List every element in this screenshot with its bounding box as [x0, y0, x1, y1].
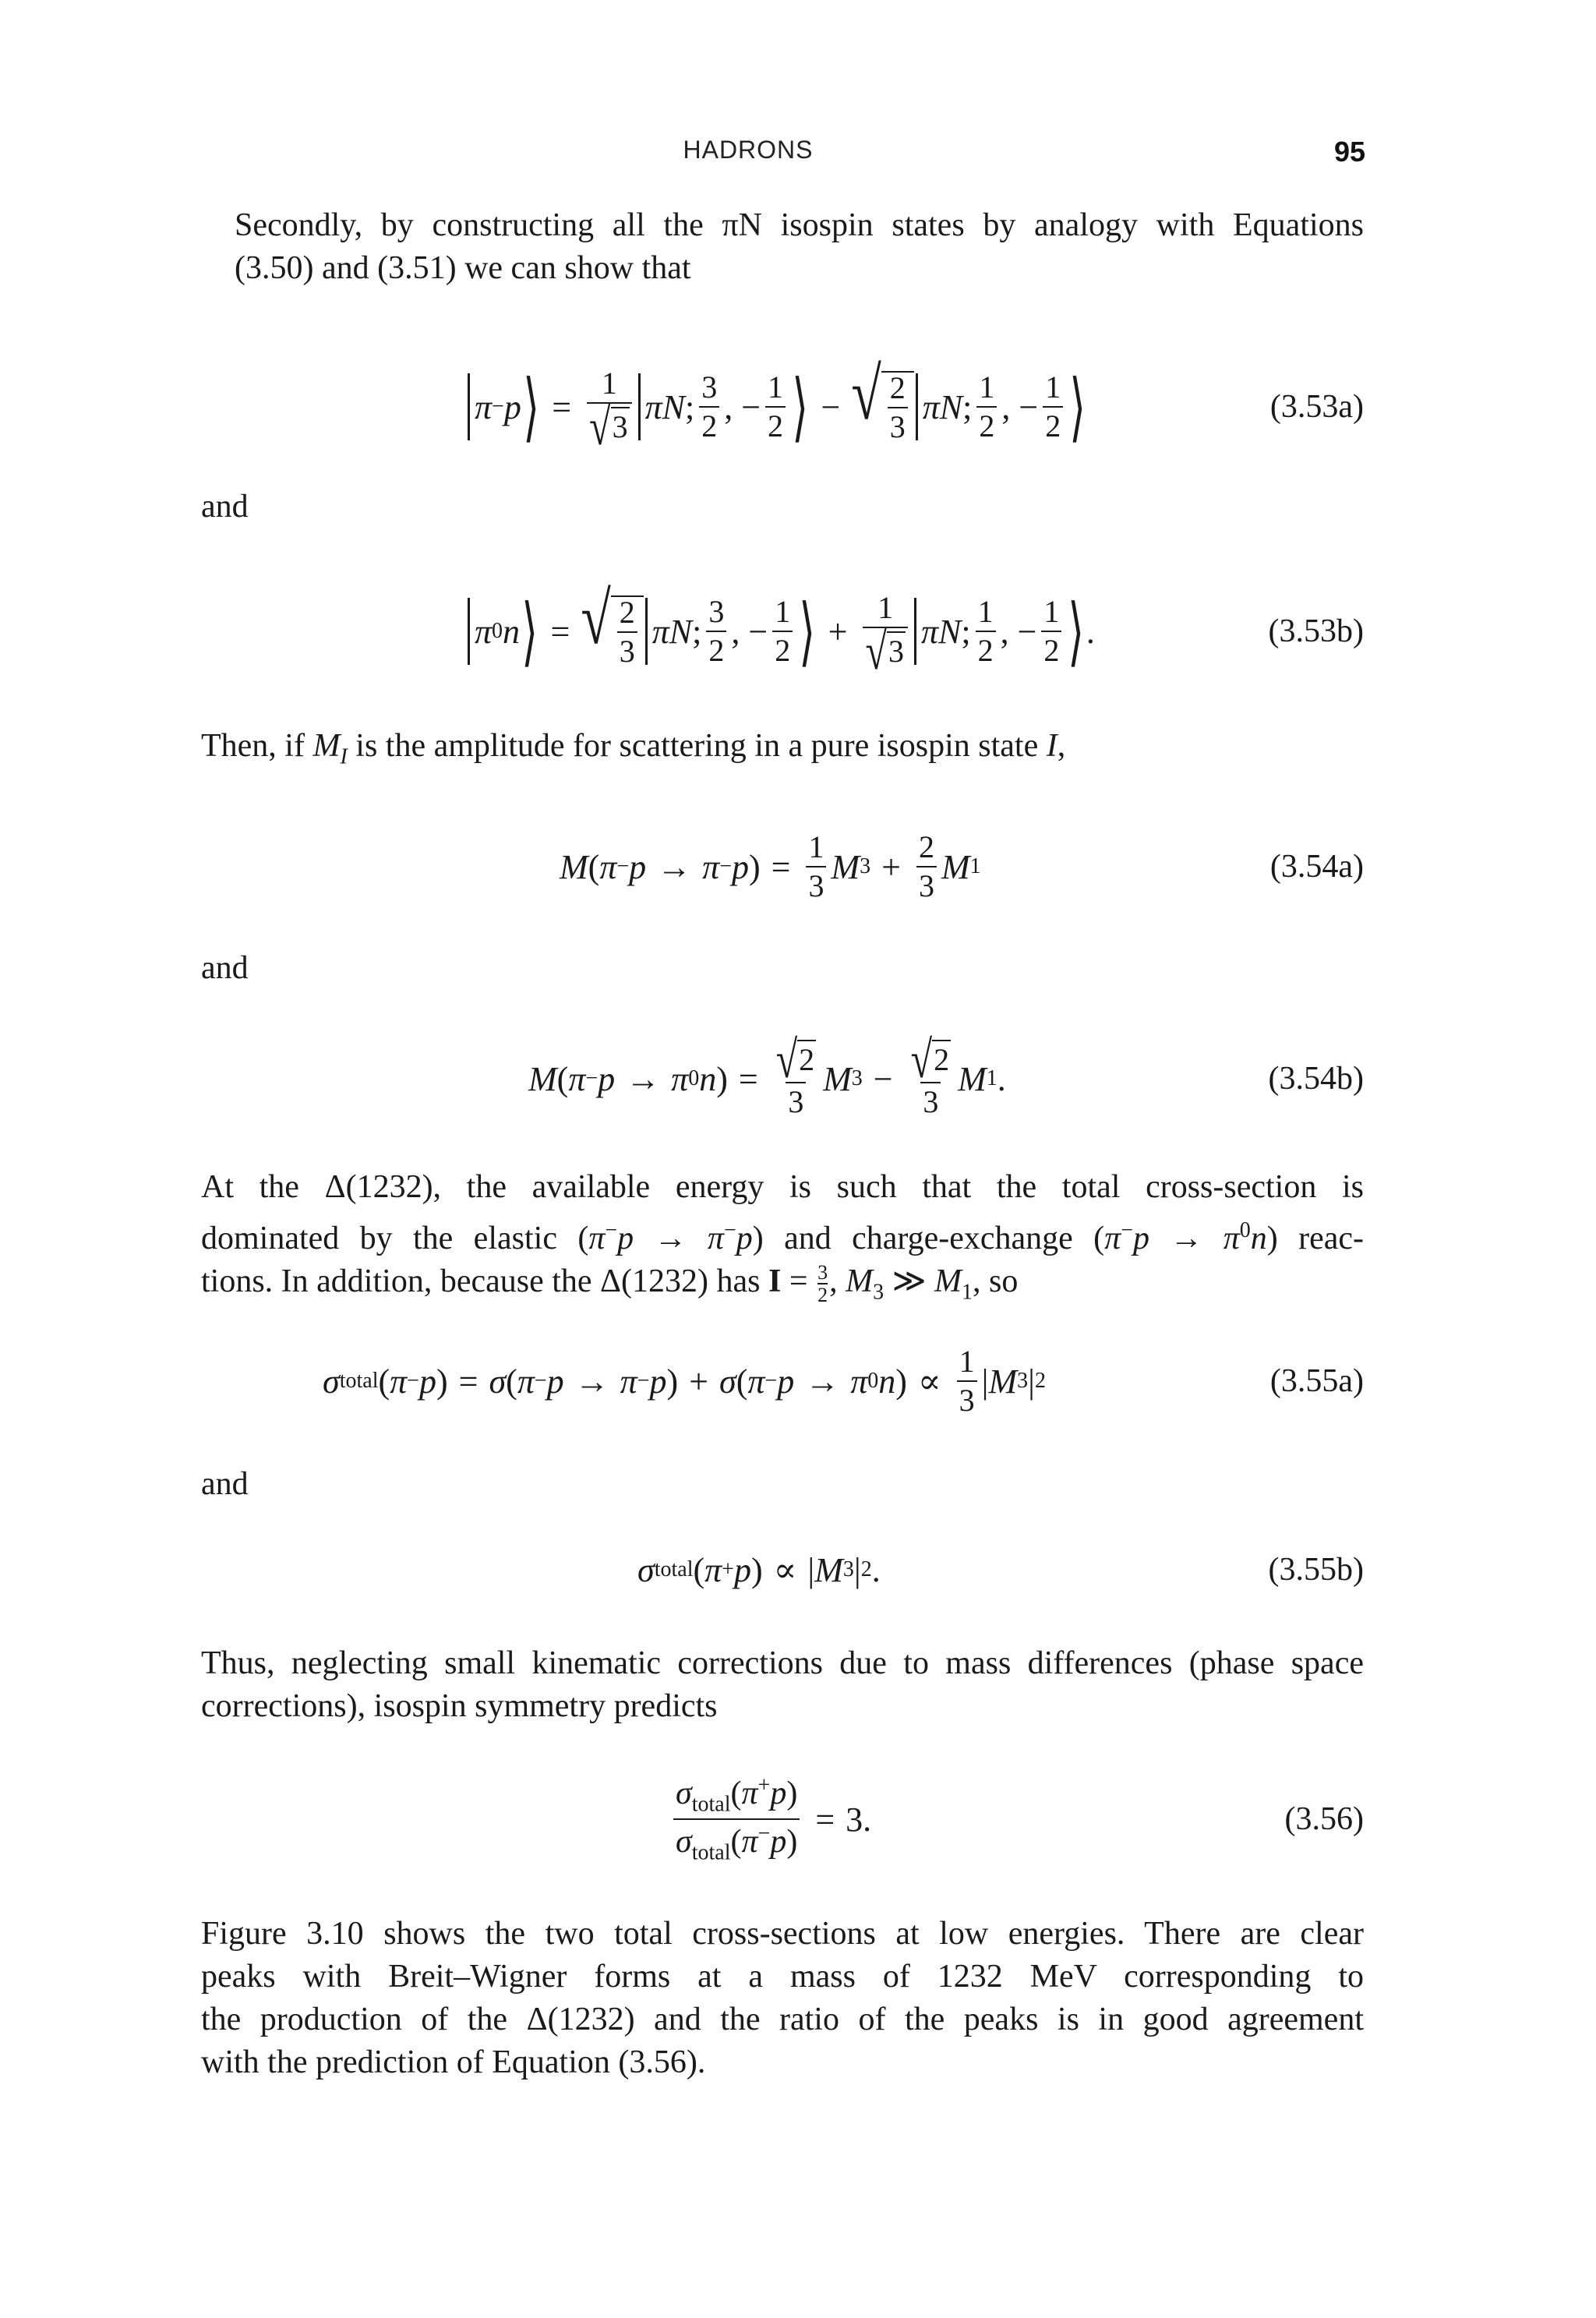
equation-3-55a	[201, 1327, 1364, 1436]
equation-3-53a-number: (3.53a)	[1269, 389, 1364, 425]
equation-3-55b-number: (3.55b)	[1268, 1552, 1364, 1588]
paragraph-2	[201, 725, 1364, 778]
paragraph-5-line-3: the production of the Δ(1232) and the ratio of the peaks is in good agreement	[201, 2002, 1364, 2037]
equation-3-56-body: $\frac{\sigma_{total}(\pi^+p)}{\sigma_{total}(\pi^-p)}$ = 3.	[669, 1765, 871, 1874]
equation-3-54b-body: M ( π − p → π 0 n ) = √ 2 3 M 3 − √ 2 3 M 1 .	[528, 1030, 1006, 1119]
paragraph-3-line-2: dominated by the elastic (π−p → π−p) and charge-exchange $(\pi^-p \to \pi^0n)$ reac-	[201, 1218, 1365, 1256]
paragraph-5-line-2: peaks with Breit–Wigner forms at a mass of 1232 MeV corresponding to	[201, 1959, 1364, 1995]
equation-3-53b-body: π 0 n ⟩ = √ $\frac{2}{3}$ πN ; $\frac{3}{2}$ , − $\frac{1}{2}$ ⟩ + 1 √ 3 πN ; $\frac{1}{2}$ , − $\frac{1}{2}$ ⟩ .	[466, 577, 1095, 686]
paragraph-5	[201, 1913, 1364, 2084]
equation-3-53b-number: (3.53b)	[1268, 613, 1364, 649]
equation-3-55a-number: (3.55a)	[1269, 1363, 1364, 1399]
paragraph-5-line-4: with the prediction of Equation (3.56).	[201, 2044, 706, 2080]
connective-and-2: and	[201, 950, 249, 986]
paragraph-4-line-2: corrections), isospin symmetry predicts	[201, 1688, 718, 1724]
paragraph-1-line-1: Secondly, by constructing all the πN isospin states by analogy with Equations	[235, 207, 1364, 243]
equation-3-55a-body: σ total ( π − p ) = σ ( π − p → π − p ) + σ ( π − p → π 0 n ) ∝ $\frac{1}{3}$ | M 3 | 2	[323, 1344, 1046, 1418]
equation-3-54a-body: M ( π − p → π − p ) = $\frac{1}{3}$ M 3 + $\frac{2}{3}$ M 1	[560, 829, 981, 903]
equation-3-54a-number: (3.54a)	[1269, 849, 1364, 885]
paragraph-3-line-1: At the Δ(1232), the available energy is such that the total cross-section is	[201, 1169, 1364, 1205]
equation-3-53a-body: π − p ⟩ = 1 √ 3 πN ; $\frac{3}{2}$ , − $\frac{1}{2}$ ⟩ − √ $\frac{2}{3}$ πN ; $\frac{1}{2}$ , − $\frac{1}{2}$ ⟩	[466, 352, 1088, 461]
connective-and-1: and	[201, 489, 249, 525]
equation-3-54b	[201, 1024, 1364, 1133]
paragraph-3	[201, 1166, 1364, 1313]
connective-and-3: and	[201, 1466, 249, 1502]
paragraph-4-line-1: Thus, neglecting small kinematic corrections due to mass differences (phase space	[201, 1645, 1364, 1681]
equation-3-56	[201, 1765, 1364, 1874]
paragraph-3-line-3: tions. In addition, because the Δ(1232) has I = $\frac{3}{2}$ , $M_3$ ≫ $M_1$, so	[201, 1260, 1019, 1306]
paragraph-4	[201, 1642, 1364, 1728]
equation-3-56-number: (3.56)	[1284, 1801, 1364, 1837]
page-number: 95	[1333, 136, 1365, 168]
paragraph-5-line-1: Figure 3.10 shows the two total cross-sections at low energies. There are clear	[201, 1916, 1364, 1952]
paragraph-2-line-1: Then, if $M_I$ is the amplitude for scattering in a pure isospin state I,	[201, 728, 1066, 769]
chapter-title: HADRONS	[683, 136, 814, 164]
equation-3-55b-body: σ total ( π + p ) ∝ | M 3 | 2 .	[637, 1550, 881, 1589]
paragraph-1-line-2: (3.50) and (3.51) we can show that	[235, 250, 691, 286]
equation-3-54a	[201, 812, 1364, 921]
equation-3-53a	[201, 352, 1364, 461]
running-head	[0, 136, 1596, 175]
equation-3-53b	[201, 577, 1364, 686]
equation-3-55b	[201, 1515, 1364, 1624]
equation-3-54b-number: (3.54b)	[1268, 1061, 1364, 1097]
paragraph-1	[201, 204, 1364, 290]
